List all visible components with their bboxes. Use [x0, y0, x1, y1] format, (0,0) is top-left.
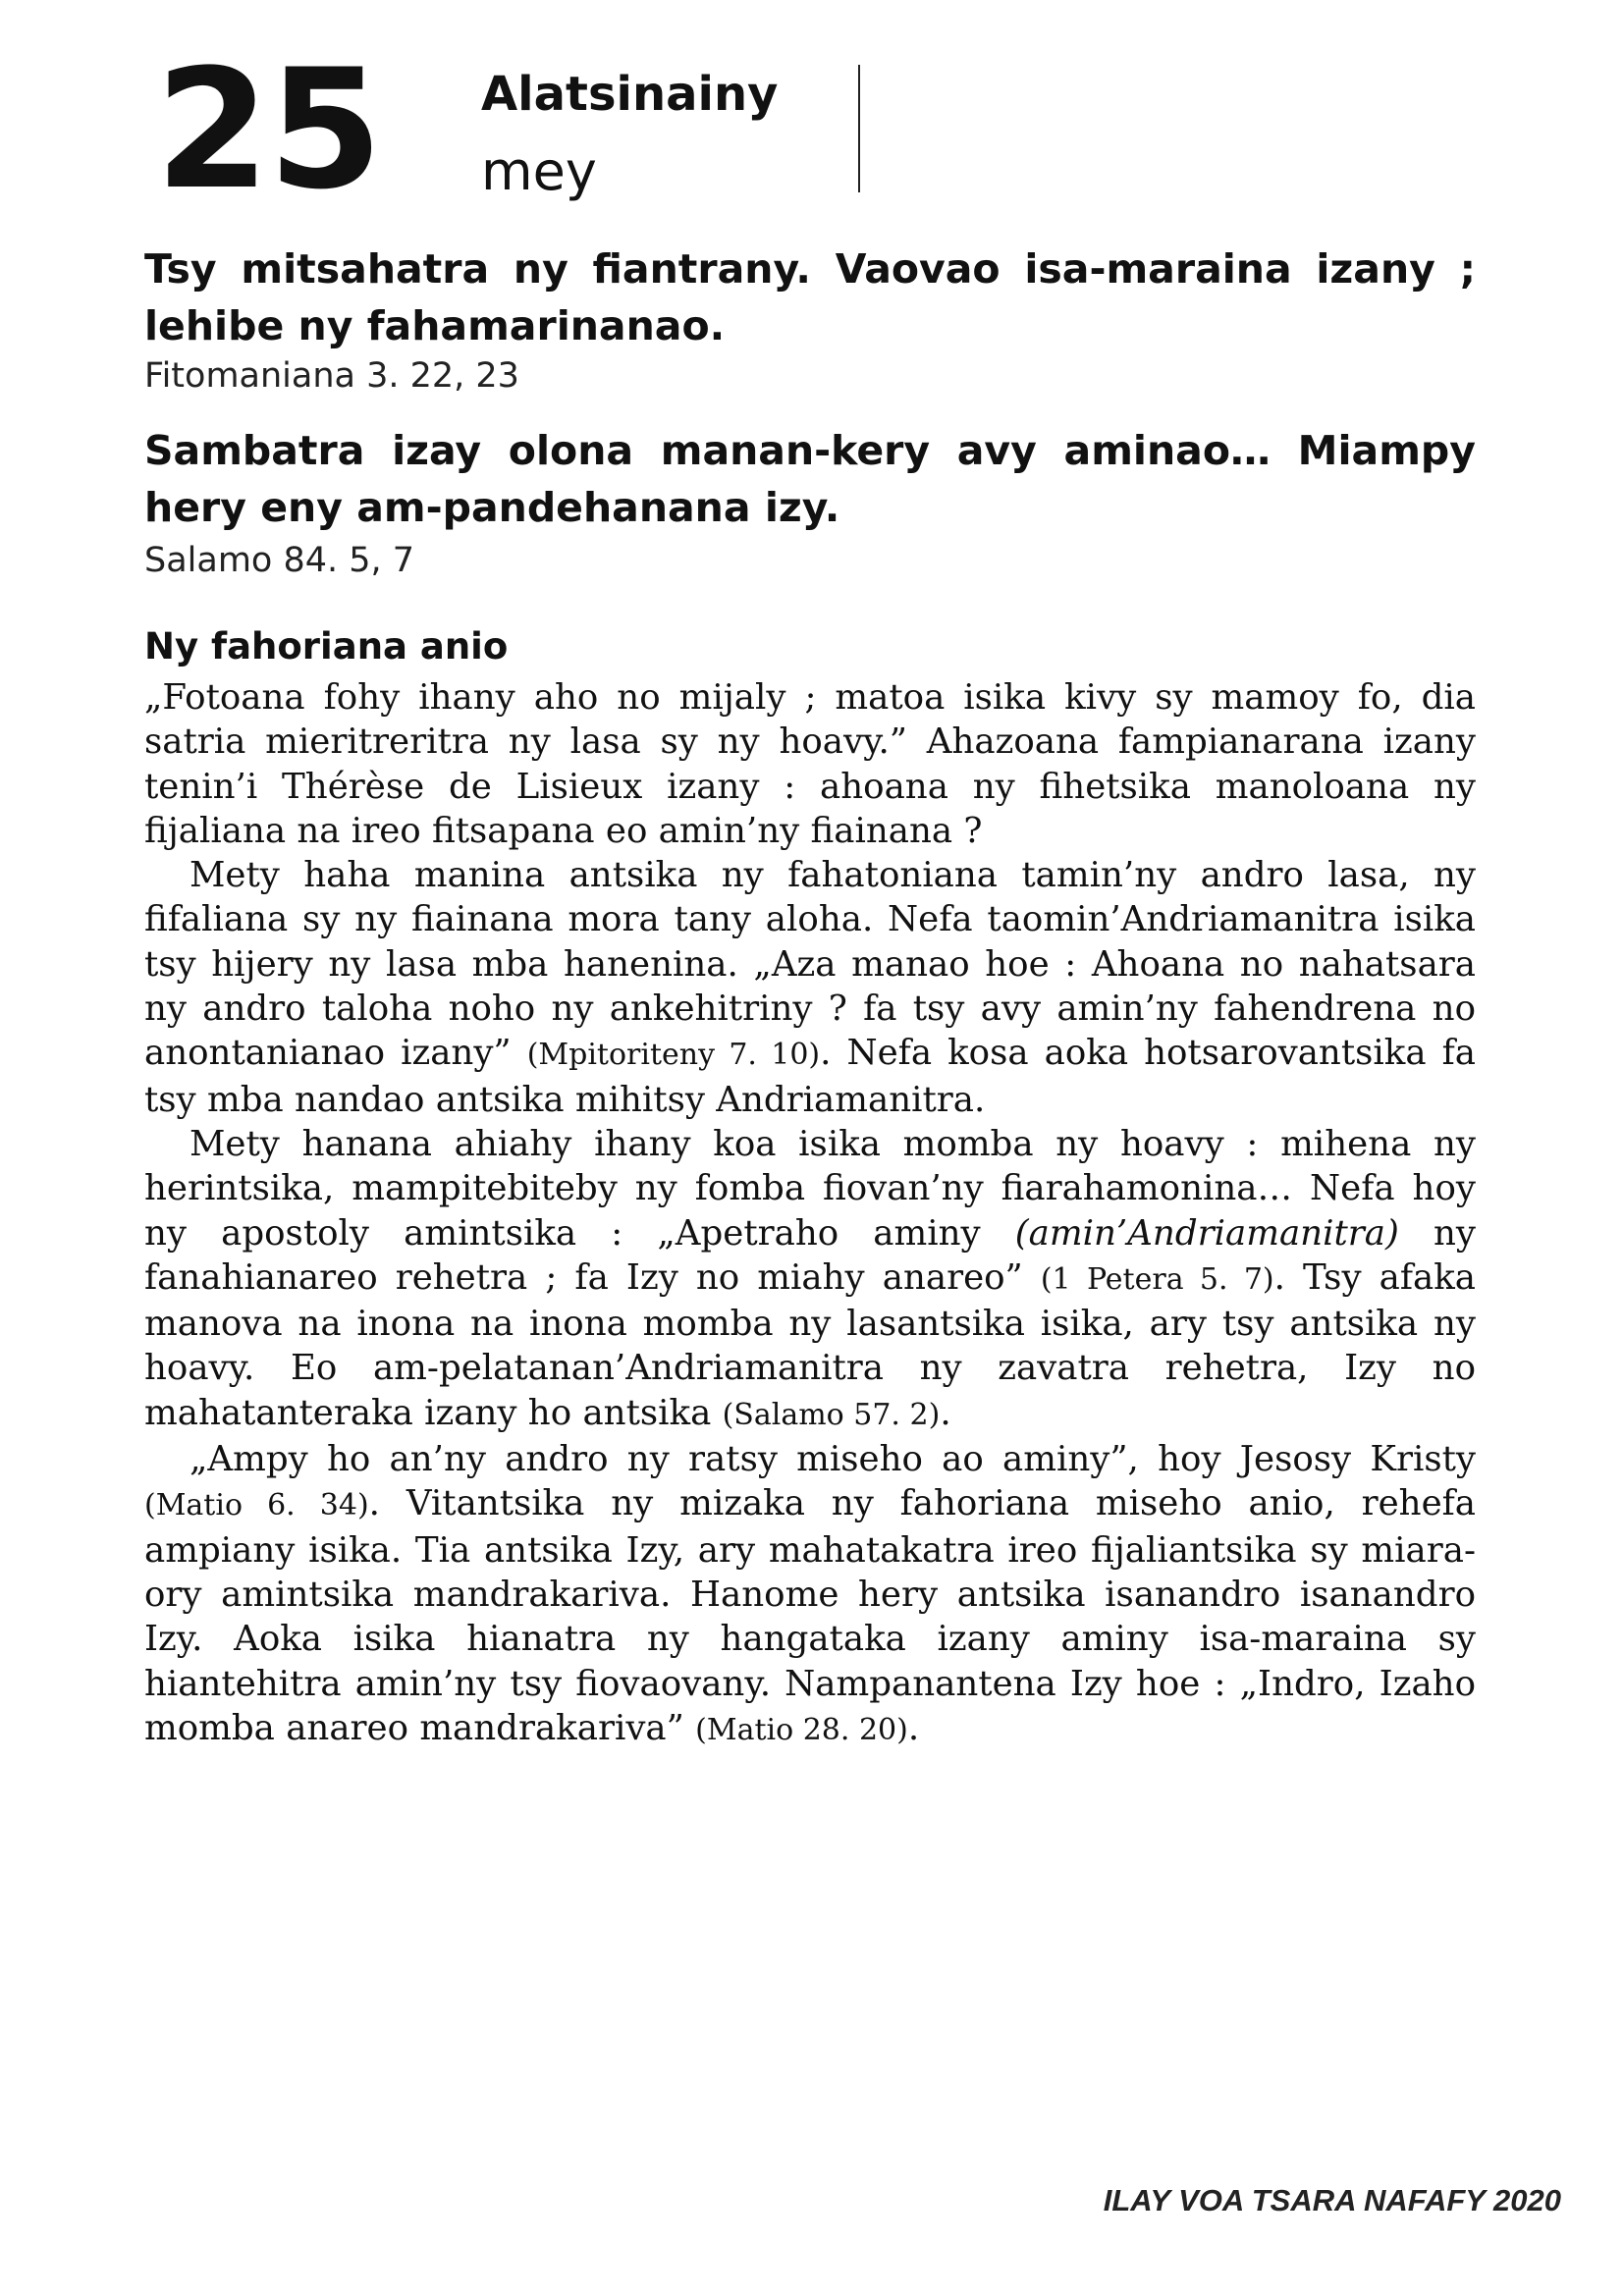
body-paragraph-1: „Fotoana fohy ihany aho no mijaly ; matoa isika kivy sy mamoy fo, dia satria mieritreritra ny lasa sy ny hoavy.” Ahazoana fampianarana izany tenin’i Thérèse de Lisieux izany : ahoana ny fihetsika manoloana ny fijaliana na ireo fitsapana eo amin’ny fiainana ? [144, 677, 1476, 851]
body-p4-reference-2: (Matio 28. 20) [695, 1712, 908, 1747]
body-p2-text-b: . Nefa kosa aoka hotsarovantsika fa tsy mba nandao antsika mihitsy Andriamanitra. [144, 1033, 1476, 1120]
body-p3-text-a: Mety hanana ahiahy ihany koa isika momba ny hoavy : mihena ny herintsika, mampitebiteby ny fomba fiovan’ny fiarahamonina… Nefa hoy ny apostoly amintsika : „Apetraho aminy [144, 1123, 1476, 1254]
verse-2-text: Sambatra izay olona manan-kery avy aminao… Miampy hery eny am-pandehanana izy. [144, 427, 1476, 531]
verse-2-reference: Salamo 84. 5, 7 [144, 541, 415, 580]
body-paragraph-3 [144, 1122, 1476, 1437]
body-text [144, 675, 1476, 1752]
day-number: 25 [155, 33, 381, 226]
body-p3-reference-1: (1 Petera 5. 7) [1040, 1261, 1274, 1297]
header-divider [858, 65, 860, 192]
body-p4-text-b: . Vitantsika ny mizaka ny fahoriana miseho anio, rehefa ampiany isika. Tia antsika Izy, ary mahatakatra ireo fijaliantsika sy miara-ory amintsika mandrakariva. Hanome hery antsika isanandro isanandro Izy. Aoka isika hianatra ny hangataka izany aminy isa-maraina sy hiantehitra amin’ny tsy fiovaovany. Nampanantena Izy hoe : „Indro, Izaho momba anareo mandrakariva” [144, 1483, 1477, 1748]
body-p3-reference-2: (Salamo 57. 2) [722, 1397, 941, 1432]
body-p2-text-a: Mety haha manina antsika ny fahatoniana tamin’ny andro lasa, ny fifaliana sy ny fiainana mora tany aloha. Nefa taomin’Andriamanitra isika tsy hijery ny lasa mba hanenina. „Aza manao hoe : Ahoana no nahatsara ny andro taloha noho ny ankehitriny ? fa tsy avy amin’ny fahendrena no anontanianao izany” [144, 855, 1476, 1074]
body-p3-text-d: . [940, 1392, 951, 1433]
body-p3-italic: (amin’Andriamanitra) [1014, 1212, 1399, 1254]
verse-1-reference: Fitomaniana 3. 22, 23 [144, 356, 519, 396]
body-p4-reference-1: (Matio 6. 34) [144, 1488, 369, 1523]
weekday-label: Alatsinainy [481, 67, 779, 122]
body-paragraph-2 [144, 853, 1476, 1122]
verse-1-text: Tsy mitsahatra ny fiantrany. Vaovao isa-maraina izany ; lehibe ny fahamarinanao. [144, 245, 1476, 349]
body-paragraph-4 [144, 1437, 1476, 1752]
section-title: Ny fahoriana anio [144, 625, 509, 667]
month-label: mey [481, 140, 597, 202]
body-p2-reference: (Mpitoriteny 7. 10) [526, 1038, 821, 1073]
body-p3-text-c: . Tsy afaka manova na inona na inona momba ny lasantsika isika, ary tsy antsika ny hoavy. Eo am-pelatanan’Andriamanitra ny zavatra rehetra, Izy no mahatanteraka izany ho antsika [144, 1256, 1476, 1433]
footer-publication-title: ILAY VOA TSARA NAFAFY 2020 [1103, 2183, 1561, 2217]
body-p4-text-a: „Ampy ho an’ny andro ny ratsy miseho ao aminy”, hoy Jesosy Kristy [189, 1439, 1476, 1480]
body-p3-text-b: ny fanahianareo rehetra ; fa Izy no miahy anareo” [144, 1212, 1476, 1298]
body-p4-text-c: . [907, 1707, 920, 1748]
